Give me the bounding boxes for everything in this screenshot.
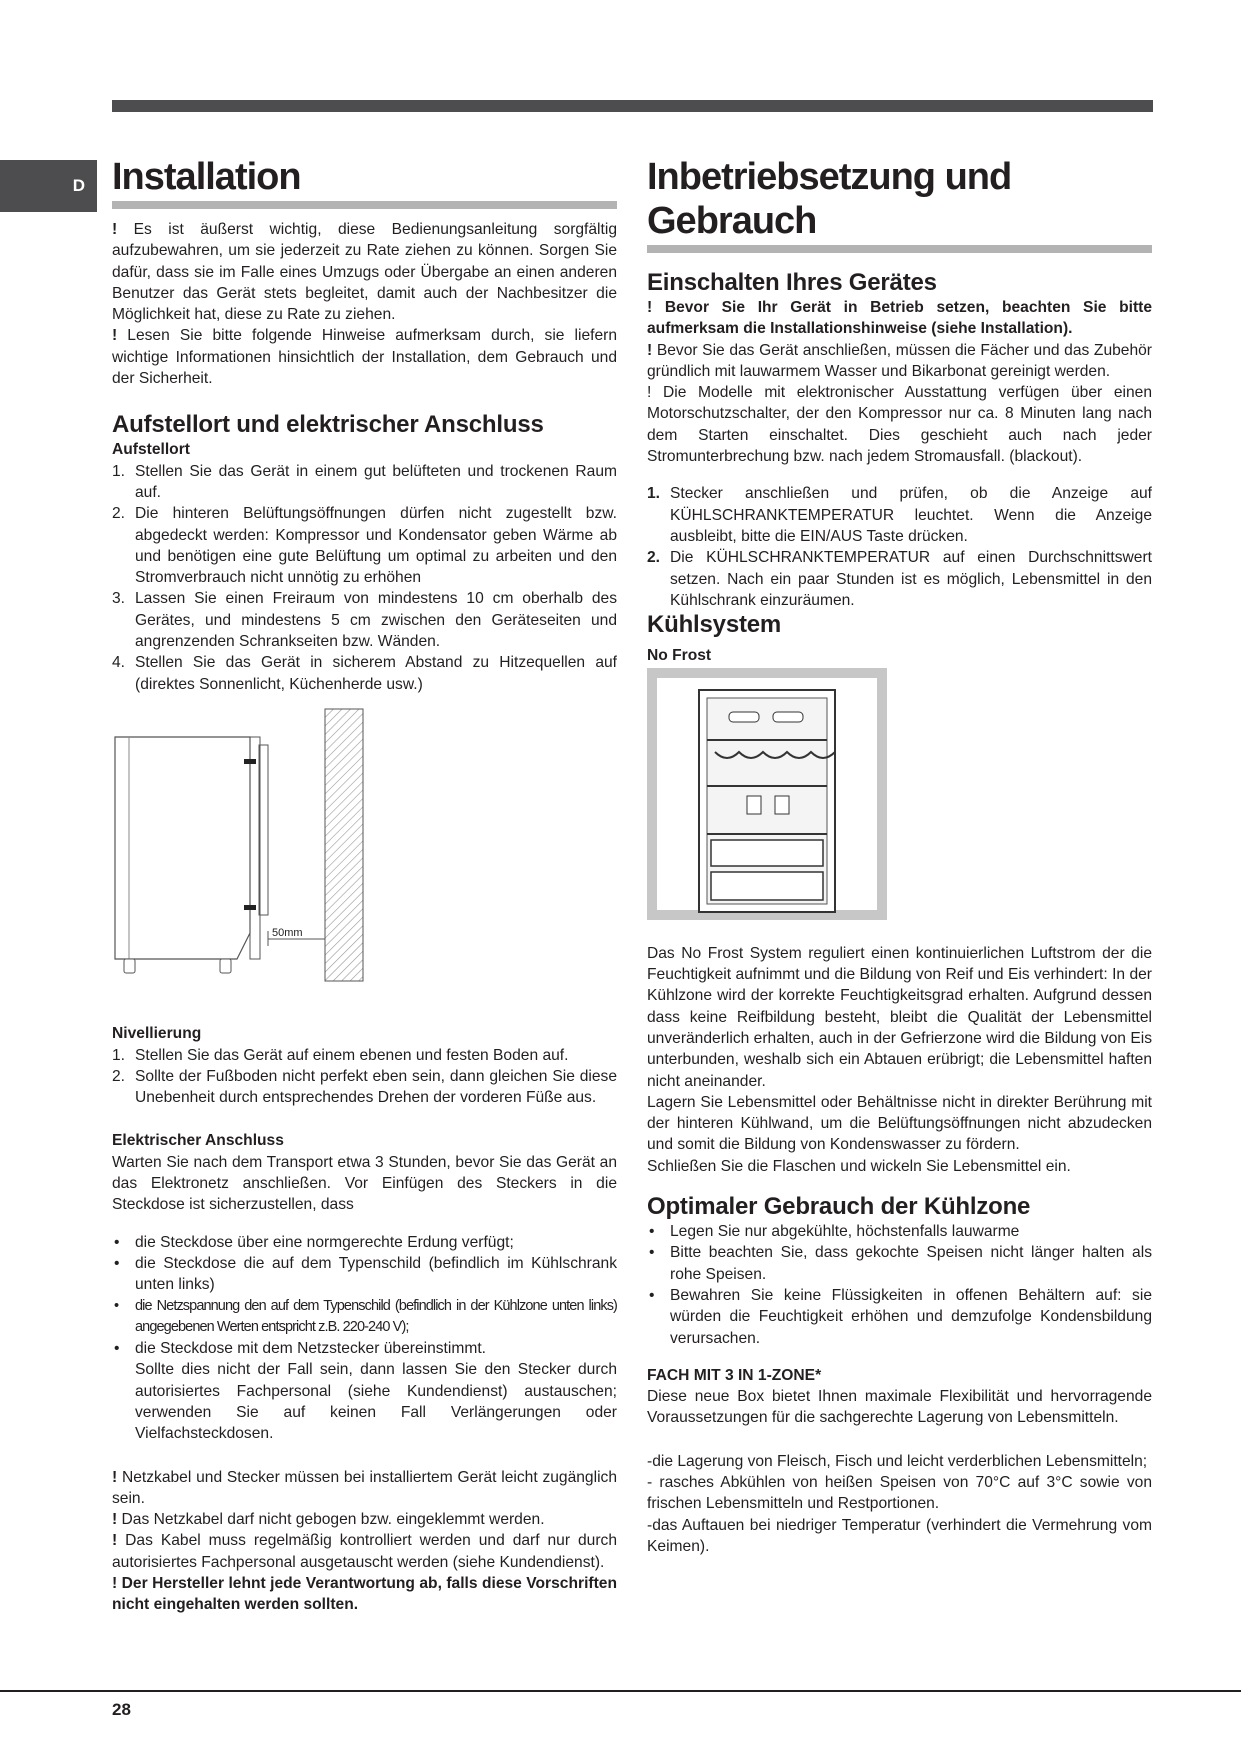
list-item: • Legen Sie nur abgekühlte, höchstenfalls lauwarme	[647, 1221, 1152, 1242]
warning-1: ! Netzkabel und Stecker müssen bei installiertem Gerät leicht zugänglich sein.	[112, 1468, 617, 1507]
einschalten-paragraph-2: ! Die Modelle mit elektronischer Ausstattung verfügen über einen Motorschutzschalter, der den Kompressor nur ca. 8 Minuten lang nach dem Starten einschaltet. Dies geschieht auch nach jeder Stromunterbrechung bzw. nach jedem Stromausfall. (blackout).	[647, 384, 1152, 466]
final-warning: ! Der Hersteller lehnt jede Verantwortung ab, falls diese Vorschriften nicht eingehalten werden sollten.	[112, 1575, 617, 1614]
left-column	[112, 155, 617, 1616]
fridge-outline	[115, 737, 250, 959]
kuehlsystem-heading: Kühlsystem	[647, 611, 782, 639]
intro-paragraph-2: ! Lesen Sie bitte folgende Hinweise aufmerksam durch, sie liefern wichtige Informationen hinsichtlich der Installation, dem Gebrauch und der Sicherheit.	[112, 327, 617, 388]
fridge-interior-illustration	[647, 668, 887, 920]
bullet-followup: Sollte dies nicht der Fall sein, dann lassen Sie den Stecker durch autorisiertes Fachpersonal (siehe Kundendienst) austauschen; verwenden Sie auf keinen Fall Verlängerungen oder Vielfachsteckdosen.	[135, 1361, 617, 1443]
list-item: 1. Stellen Sie das Gerät auf einem ebenen und festen Boden auf.	[112, 1046, 569, 1064]
language-tab: D	[0, 160, 97, 212]
page-number: 28	[112, 1700, 131, 1719]
top-rule	[112, 100, 1153, 112]
warning-2: ! Das Netzkabel darf nicht gebogen bzw. eingeklemmt werden.	[112, 1511, 545, 1529]
aufstellort-heading: Aufstellort und elektrischer Anschluss	[112, 411, 544, 439]
list-item: 2. Die KÜHLSCHRANKTEMPERATUR auf einen Durchschnittswert setzen. Nach ein paar Stunden ist es möglich, Lebensmittel in den Kühlschrank einzuräumen.	[647, 549, 1152, 609]
wall-shape	[325, 709, 363, 981]
warning-3: ! Das Kabel muss regelmäßig kontrolliert werden und darf nur durch autorisiertes Fachpersonal ausgetauscht werden (siehe Kundendienst).	[112, 1532, 617, 1571]
list-item: 2. Sollte der Fußboden nicht perfekt eben sein, dann gleichen Sie diese Unebenheit durch entsprechendes Drehen der vorderen Füße aus.	[112, 1067, 617, 1107]
steps-list	[647, 483, 1152, 611]
nivellierung-subheading: Nivellierung	[112, 1025, 202, 1043]
list-item: 4. Stellen Sie das Gerät in sicherem Abstand zu Hitzequellen auf (direktes Sonnenlicht, Küchenherde usw.)	[112, 654, 617, 693]
einschalten-bold-note: ! Bevor Sie Ihr Gerät in Betrieb setzen, beachten Sie bitte aufmerksam die Installationshinweise (siehe Installation).	[647, 299, 1152, 338]
right-column	[647, 155, 1152, 1557]
installation-title: Installation	[112, 155, 617, 209]
list-item: • die Steckdose die auf dem Typenschild (befindlich im Kühlschrank unten links)	[112, 1253, 617, 1296]
einschalten-heading: Einschalten Ihres Gerätes	[647, 269, 937, 296]
aufstellort-list	[112, 461, 617, 695]
list-item: 1. Stecker anschließen und prüfen, ob die Anzeige auf KÜHLSCHRANKTEMPERATUR leuchtet. Wenn die Anzeige ausbleibt, bitte die EIN/AUS Taste drücken.	[647, 485, 1152, 545]
footer-rule	[0, 1690, 1241, 1692]
fach-line-1: -die Lagerung von Fleisch, Fisch und leicht verderblichen Lebensmitteln;	[647, 1452, 1148, 1470]
nofrost-paragraph-1: Das No Frost System reguliert einen kontinuierlichen Luftstrom der die Feuchtigkeit aufnimmt und die Bildung von Reif und Eis verhindert: In der Kühlzone wird der korrekte Feuchtigkeitsgrad erhalten. Aufgrund dessen dass keine Reifbildung besteht, bleibt die Qualität der Lebensmittel unveränderlich erhalten, auch in der Gefrierzone wird die Bildung von Eis unterbunden, weshalb sich ein Abtauen erübrigt; die Lebensmittel haften nicht aneinander.	[647, 944, 1152, 1090]
inbetriebsetzung-title: Inbetriebsetzung und Gebrauch	[647, 155, 1152, 253]
intro-paragraph-1: ! Es ist äußerst wichtig, diese Bedienungsanleitung sorgfältig aufzubewahren, um sie jederzeit zu Rate ziehen zu können. Sorgen Sie dafür, dass sie im Falle eines Umzugs oder Übergabe an einen anderen Benutzer das Gerät stets begleitet, damit auch der Nachbesitzer die Möglichkeit hat, diese zu Rate zu ziehen.	[112, 221, 617, 324]
fach-line-3: -das Auftauen bei niedriger Temperatur (verhindert die Vermehrung vom Keimen).	[647, 1516, 1152, 1555]
list-item: • Bewahren Sie keine Flüssigkeiten in offenen Behältern auf: sie würden die Feuchtigkeit erhöhen und demzufolge Kondensbildung verursachen.	[647, 1285, 1152, 1349]
aufstellort-subheading: Aufstellort	[112, 441, 190, 459]
optimal-bullets	[647, 1221, 1152, 1349]
nofrost-subheading: No Frost	[647, 647, 712, 665]
list-item: 3. Lassen Sie einen Freiraum von mindestens 10 cm oberhalb des Gerätes, und mindestens 5 cm zwischen den Geräteseiten und angrenzenden Schrankseiten bzw. Wänden.	[112, 590, 617, 651]
einschalten-paragraph-1: ! Bevor Sie das Gerät anschließen, müssen die Fächer und das Zubehör gründlich mit lauwarmem Wasser und Bikarbonat gereinigt werden.	[647, 341, 1152, 380]
elektrisch-subheading: Elektrischer Anschluss	[112, 1132, 284, 1150]
list-item: 1. Stellen Sie das Gerät in einem gut belüfteten und trockenen Raum auf.	[112, 462, 617, 501]
list-item: • Bitte beachten Sie, dass gekochte Speisen nicht länger halten als rohe Speisen.	[647, 1242, 1152, 1285]
list-item: • die Steckdose über eine normgerechte Erdung verfügt;	[112, 1232, 617, 1253]
anschluss-bullets	[112, 1232, 617, 1445]
nofrost-paragraph-2: Lagern Sie Lebensmittel oder Behältnisse nicht in direkter Berührung mit der hinteren Kühlwand, um die Belüftungsöffnungen nicht abzudecken und somit die Bildung von Kondenswasser zu fördern.	[647, 1093, 1152, 1154]
list-item: • die Netzspannung den auf dem Typenschild (befindlich in der Kühlzone unten links) angegebenen Werten entspricht z.B. 220-240 V);	[112, 1296, 617, 1339]
fach-subheading: FACH MIT 3 IN 1-ZONE*	[647, 1366, 822, 1384]
clearance-label: 50mm	[272, 926, 303, 939]
fach-line-2: - rasches Abkühlen von heißen Speisen von 70°C auf 3°C sowie von frischen Lebensmitteln und Restportionen.	[647, 1473, 1152, 1513]
list-item: 2. Die hinteren Belüftungsöffnungen dürfen nicht zugestellt bzw. abgedeckt werden: Kompressor und Kondensator geben Wärme ab und benötigen eine gute Belüftung um optimal zu arbeiten und den Stromverbrauch nicht unnötig zu erhöhen	[112, 505, 617, 587]
nivellierung-list	[112, 1045, 617, 1109]
list-item: • die Steckdose mit dem Netzstecker übereinstimmt. Sollte dies nicht der Fall sein, dann lassen Sie den Stecker durch autorisiertes Fachpersonal (siehe Kundendienst) austauschen; verwenden Sie auf keinen Fall Verlängerungen oder Vielfachsteckdosen.	[112, 1338, 617, 1444]
fach-paragraph: Diese neue Box bietet Ihnen maximale Flexibilität und hervorragende Voraussetzungen für die sachgerechte Lagerung von Lebensmitteln.	[647, 1388, 1152, 1427]
optimal-heading: Optimaler Gebrauch der Kühlzone	[647, 1193, 1031, 1221]
nofrost-paragraph-3: Schließen Sie die Flaschen und wickeln Sie Lebensmittel ein.	[647, 1157, 1071, 1175]
elektrisch-paragraph: Warten Sie nach dem Transport etwa 3 Stunden, bevor Sie das Gerät an das Elektronetz anschließen. Vor Einfügen des Steckers in die Steckdose ist sicherzustellen, dass	[112, 1153, 617, 1214]
clearance-diagram	[112, 701, 617, 1001]
